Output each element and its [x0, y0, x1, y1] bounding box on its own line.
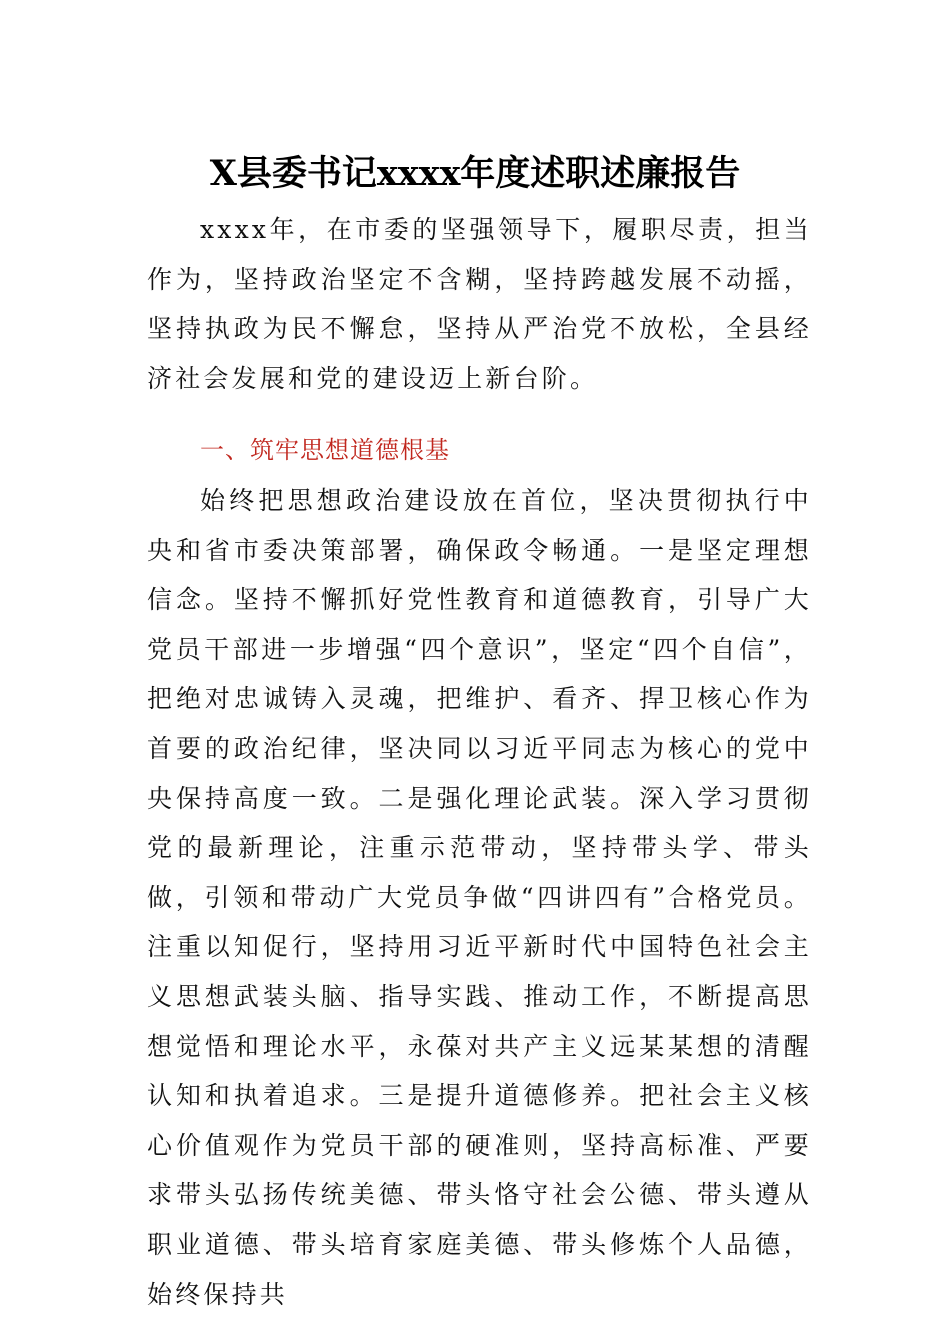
section-heading: 一、筑牢思想道德根基 [200, 436, 450, 464]
paragraph-section-1: 始终把思想政治建设放在首位，坚决贯彻执行中央和省市委决策部署，确保政令畅通。一是坚定理想信念。坚持不懈抓好党性教育和道德教育，引导广大党员干部进一步增强“四个意识”，坚定“四个自信”，把绝对忠诚铸入灵魂，把维护、看齐、捍卫核心作为首要的政治纪律，坚决同以习近平同志为核心的党中央保持高度一致。二是强化理论武装。深入学习贯彻党的最新理论，注重示范带动，坚持带头学、带头做，引领和带动广大党员争做“四讲四有”合格党员。注重以知促行，坚持用习近平新时代中国特色社会主义思想武装头脑、指导实践、推动工作，不断提高思想觉悟和理论水平，永葆对共产主义远某某想的清醒认知和执着追求。三是提升道德修养。把社会主义核心价值观作为党员干部的硬准则，坚持高标准、严要求带头弘扬传统美德、带头恪守社会公德、带头遵从职业道德、带头培育家庭美德、带头修炼个人品德，始终保持共 [147, 486, 812, 1309]
document-title: X县委书记xxxx年度述职述廉报告 [209, 153, 741, 194]
paragraph-intro: xxxx年，在市委的坚强领导下，履职尽责，担当作为，坚持政治坚定不含糊，坚持跨越发展不动摇，坚持执政为民不懈怠，坚持从严治党不放松，全县经济社会发展和党的建设迈上新台阶。 [147, 215, 812, 393]
